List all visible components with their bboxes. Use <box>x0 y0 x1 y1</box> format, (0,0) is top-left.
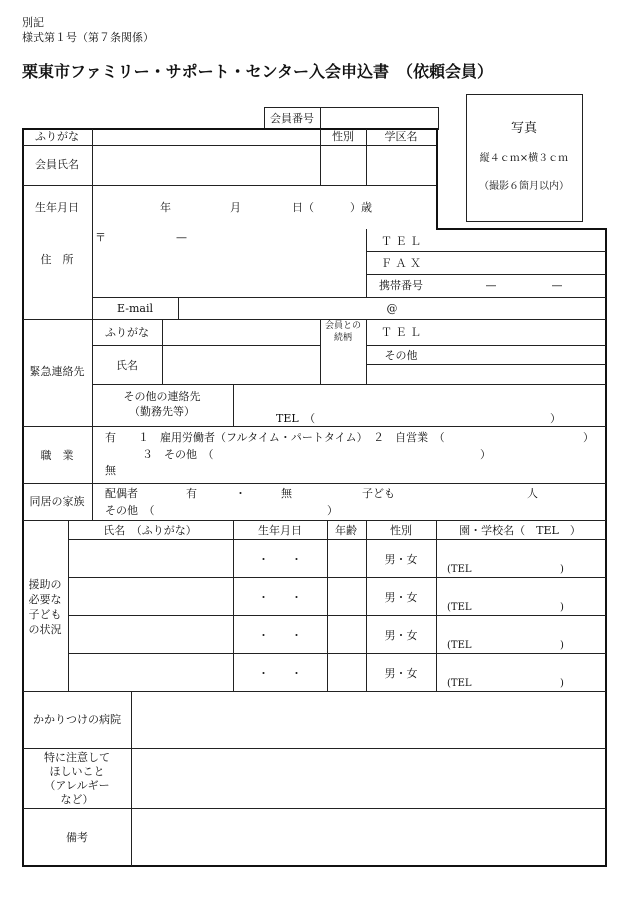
col-school-header: 園・学校名（ TEL ） <box>459 524 581 537</box>
children-label-2: 必要な <box>28 593 62 606</box>
address-fax-label: Ｆ Ａ Ｘ <box>381 257 421 270</box>
birth-label: 生年月日 <box>35 201 79 214</box>
children-label-1: 援助の <box>28 578 62 591</box>
emergency-tel-label: Ｔ Ｅ Ｌ <box>381 326 421 339</box>
family-label: 同居の家族 <box>29 495 85 508</box>
hospital-label: かかりつけの病院 <box>33 713 121 726</box>
photo-title: 写真 <box>510 121 538 136</box>
tel-field[interactable] <box>438 231 604 250</box>
emergency-name-label: 氏名 <box>116 359 138 372</box>
row-tel: (TEL <box>447 602 472 613</box>
postal-mark: 〒 <box>95 231 106 244</box>
address-field[interactable] <box>94 246 364 295</box>
other-contact-label-2: （勤務先等） <box>129 405 195 418</box>
row-birth-dots: ・ ・ <box>258 667 302 680</box>
family-dot: ・ <box>235 487 246 500</box>
children-label-3: 子ども <box>28 608 62 621</box>
emergency-other-label: その他 <box>384 349 418 362</box>
row-tel-close: ) <box>560 602 564 613</box>
birth-year: 年 <box>160 201 171 214</box>
row-tel: (TEL <box>447 564 472 575</box>
row-tel-close: ) <box>560 564 564 575</box>
col-gender-header: 性別 <box>390 524 412 537</box>
occupation-line-3: 無 <box>105 464 116 477</box>
email-field[interactable] <box>180 299 604 318</box>
email-at: @ <box>386 302 398 315</box>
emergency-name-field[interactable] <box>164 347 318 383</box>
other-contact-tel: TEL （ <box>276 412 316 425</box>
birth-day: 日（ <box>292 201 314 214</box>
notes-label-3: （アレルギー <box>44 779 110 792</box>
notes-label-2: ほしいこと <box>49 765 105 778</box>
occupation-line-2-close: ） <box>480 448 491 461</box>
occupation-line-1: 有 １ 雇用労働者（フルタイム・パートタイム） ２ 自営業 （ <box>105 431 445 444</box>
remarks-field[interactable] <box>133 810 604 864</box>
birth-age: ）歳 <box>350 201 372 214</box>
emergency-label: 緊急連絡先 <box>29 365 85 378</box>
page-title: 栗東市ファミリー・サポート・センター入会申込書 （依頼会員） <box>22 62 494 81</box>
photo-size: 縦４ｃｍ×横３ｃｍ <box>479 153 569 164</box>
form-border-bottom <box>22 865 607 867</box>
relation-label-1: 会員との <box>324 321 362 331</box>
member-gender-field[interactable] <box>322 147 364 183</box>
notes-label-4: など） <box>60 793 94 806</box>
row-birth-dots: ・ ・ <box>258 591 302 604</box>
member-name-label: 会員氏名 <box>35 158 79 171</box>
hospital-field[interactable] <box>133 693 604 746</box>
gender-label: 性別 <box>332 130 354 143</box>
school-district-label: 学区名 <box>384 130 418 143</box>
header-line-1: 別記 <box>22 16 44 29</box>
family-other-close: ） <box>327 504 338 517</box>
relation-field[interactable] <box>322 347 364 383</box>
other-contact-label-1: その他の連絡先 <box>123 390 201 403</box>
family-spouse: 配偶者 <box>105 487 138 500</box>
row-tel: (TEL <box>447 678 472 689</box>
row-tel-close: ) <box>560 640 564 651</box>
children-label-4: の状況 <box>28 623 62 636</box>
occupation-line-1-close: ） <box>583 431 594 444</box>
row-gender[interactable]: 男・女 <box>384 629 418 642</box>
family-no: 無 <box>281 487 292 500</box>
occupation-label: 職 業 <box>40 449 74 462</box>
relation-label-2: 続柄 <box>333 333 353 343</box>
col-birth-header: 生年月日 <box>258 524 302 537</box>
address-tel-label: Ｔ Ｅ Ｌ <box>381 235 421 248</box>
row-tel: (TEL <box>447 640 472 651</box>
furigana-label: ふりがな <box>35 130 79 143</box>
fax-field[interactable] <box>438 253 604 273</box>
form-border-left <box>22 128 24 866</box>
family-person-unit: 人 <box>527 487 538 500</box>
col-age-header: 年齢 <box>335 524 357 537</box>
email-label: E-mail <box>117 302 153 315</box>
row-gender[interactable]: 男・女 <box>384 591 418 604</box>
row-gender[interactable]: 男・女 <box>384 667 418 680</box>
row-tel-close: ) <box>560 678 564 689</box>
header-line-2: 様式第１号（第７条関係） <box>22 31 154 44</box>
photo-note: （撮影６箇月以内） <box>479 181 569 192</box>
emergency-furigana-label: ふりがな <box>105 326 149 339</box>
member-name-field[interactable] <box>94 147 318 183</box>
family-children: 子ども <box>362 487 395 500</box>
member-number-label: 会員番号 <box>270 112 314 125</box>
row-gender[interactable]: 男・女 <box>384 553 418 566</box>
other-contact-close: ） <box>550 412 561 425</box>
postal-dash: — <box>176 231 187 244</box>
emergency-furigana-field[interactable] <box>164 321 318 344</box>
col-name-header: 氏名 （ふりがな） <box>103 524 197 537</box>
address-label: 住 所 <box>40 253 74 266</box>
mobile-dashes: — — <box>485 279 563 292</box>
member-furigana-field[interactable] <box>94 130 318 144</box>
member-number-field[interactable] <box>322 109 435 127</box>
remarks-label: 備考 <box>66 831 88 844</box>
row-birth-dots: ・ ・ <box>258 553 302 566</box>
address-mobile-label: 携帯番号 <box>379 279 423 292</box>
notes-field[interactable] <box>133 750 604 807</box>
family-other: その他 （ <box>105 504 155 517</box>
notes-label-1: 特に注意して <box>44 751 110 764</box>
occupation-line-2: ３ その他 （ <box>142 448 214 461</box>
school-district-field[interactable] <box>368 147 434 183</box>
form-border-right <box>605 228 607 866</box>
row-birth-dots: ・ ・ <box>258 629 302 642</box>
family-yes: 有 <box>186 487 197 500</box>
birth-month: 月 <box>230 201 241 214</box>
